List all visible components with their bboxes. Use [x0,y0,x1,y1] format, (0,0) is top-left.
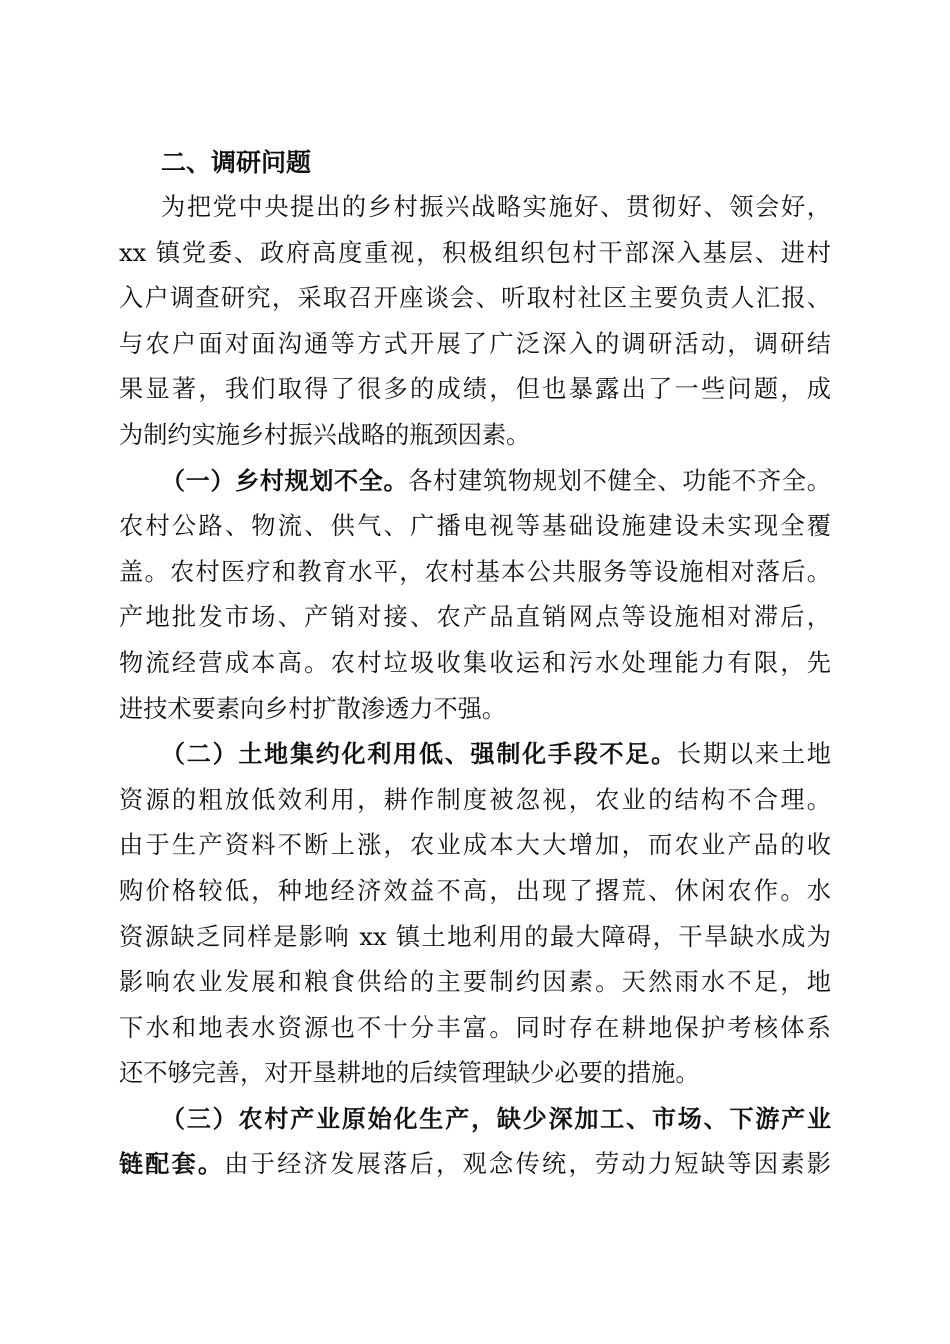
item-2-first-rest: 长期以来土地 [676,740,831,769]
intro-line: 为制约实施乡村振兴战略的瓶颈因素。 [119,420,531,449]
item-2-paragraph [119,732,831,1097]
item-1-line: 产地批发市场、产销对接、农产品直销网点等设施相对滞后， [119,603,831,632]
item-2-line: 由于生产资料不断上涨，农业成本大大增加，而农业产品的收 [119,831,831,860]
item-2-line: 影响农业发展和粮食供给的主要制约因素。天然雨水不足，地 [119,968,831,997]
intro-line: 果显著，我们取得了很多的成绩，但也暴露出了一些问题，成 [119,375,831,404]
item-1-first-line [119,459,831,505]
item-3-lead-tail: 链配套。 [119,1150,225,1179]
item-2-lead: （二）土地集约化利用低、强制化手段不足。 [161,740,677,769]
item-2-line: 还不够完善，对开垦耕地的后续管理缺少必要的措施。 [119,1059,700,1088]
item-2-first-line [119,732,831,778]
item-3-lead: （三）农村产业原始化生产，缺少深加工、市场、下游产业 [161,1104,831,1133]
intro-line: 入户调查研究，采取召开座谈会、听取村社区主要负责人汇报、 [119,284,831,313]
item-1-paragraph [119,459,831,733]
item-1-lead: （一）乡村规划不全。 [161,466,409,495]
item-2-line: 资源的粗放低效利用，耕作制度被忽视，农业的结构不合理。 [119,785,831,814]
item-2-line: 下水和地表水资源也不十分丰富。同时存在耕地保护考核体系 [119,1013,831,1042]
intro-line: xx 镇党委、政府高度重视，积极组织包村干部深入基层、进村 [119,238,831,267]
item-3-paragraph [119,1097,831,1188]
section-heading: 二、调研问题 [161,148,312,177]
intro-line: 与农户面对面沟通等方式开展了广泛深入的调研活动，调研结 [119,329,831,358]
intro-line: 为把党中央提出的乡村振兴战略实施好、贯彻好、领会好， [161,193,831,221]
intro-paragraph [119,185,831,459]
item-1-first-rest: 各村建筑物规划不健全、功能不齐全。 [408,466,831,495]
item-1-line: 进技术要素向乡村扩散渗透力不强。 [119,694,507,723]
item-2-line: 购价格较低，种地经济效益不高，出现了撂荒、休闲农作。水 [119,876,831,905]
item-2-line: 资源缺乏同样是影响 xx 镇土地利用的最大障碍，干旱缺水成为 [119,922,831,951]
item-3-second-line [119,1142,831,1188]
item-1-line: 盖。农村医疗和教育水平，农村基本公共服务等设施相对落后。 [119,557,831,586]
document-body [119,140,831,1188]
item-1-line: 物流经营成本高。农村垃圾收集收运和污水处理能力有限，先 [119,648,831,677]
item-3-line-rest: 由于经济发展落后，观念传统，劳动力短缺等因素影 [224,1150,831,1179]
item-1-line: 农村公路、物流、供气、广播电视等基础设施建设未实现全覆 [119,512,831,541]
item-3-first-line [119,1097,831,1143]
